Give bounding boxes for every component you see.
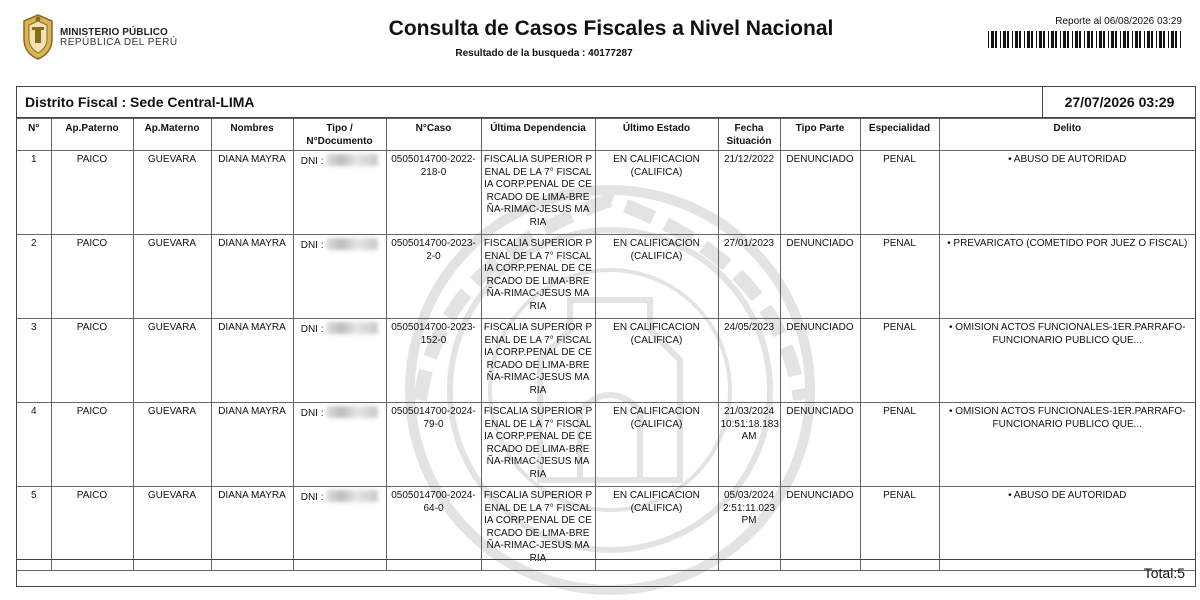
- search-result-label: Resultado de la busqueda : 40177287: [455, 48, 633, 59]
- cell-documento: [293, 151, 386, 235]
- cell-especialidad: PENAL: [860, 319, 939, 403]
- cell-delito: • PREVARICATO (COMETIDO POR JUEZ O FISCAL): [939, 235, 1195, 319]
- institution-country: REPÚBLICA DEL PERÚ: [60, 37, 178, 48]
- table-row: [17, 151, 1195, 235]
- col-header-caso: N°Caso: [386, 119, 481, 151]
- cell-fecha: 21/03/2024 10:51:18.183 AM: [718, 403, 780, 487]
- cell-caso: 0505014700-2023-2-0: [386, 235, 481, 319]
- cell-delito: • ABUSO DE AUTORIDAD: [939, 487, 1195, 571]
- cell-ap-materno: GUEVARA: [133, 151, 211, 235]
- total-count: Total:5: [1143, 565, 1185, 581]
- doc-type: DNI :: [300, 156, 324, 167]
- table-header-row: [17, 119, 1195, 151]
- institution-name: MINISTERIO PÚBLICO: [60, 27, 168, 38]
- cell-tipo-parte: DENUNCIADO: [780, 151, 860, 235]
- district-datetime: 27/07/2026 03:29: [1042, 87, 1196, 117]
- doc-type: DNI :: [300, 324, 324, 335]
- cell-n: 1: [17, 151, 51, 235]
- cell-especialidad: PENAL: [860, 151, 939, 235]
- cell-especialidad: PENAL: [860, 235, 939, 319]
- district-label: Distrito Fiscal : Sede Central-LIMA: [25, 94, 255, 110]
- cell-fecha: 21/12/2022: [718, 151, 780, 235]
- cell-ap-paterno: PAICO: [51, 235, 133, 319]
- cell-especialidad: PENAL: [860, 403, 939, 487]
- col-header-nombres: Nombres: [211, 119, 293, 151]
- col-header-fecha: Fecha Situación: [718, 119, 780, 151]
- redacted-doc-number: [326, 154, 378, 166]
- col-header-ap-paterno: Ap.Paterno: [51, 119, 133, 151]
- doc-type: DNI :: [300, 492, 324, 503]
- cell-documento: [293, 487, 386, 571]
- cell-estado: EN CALIFICACION (CALIFICA): [595, 235, 718, 319]
- cell-n: 4: [17, 403, 51, 487]
- redacted-doc-number: [326, 238, 378, 250]
- cell-tipo-parte: DENUNCIADO: [780, 319, 860, 403]
- cell-fecha: 05/03/2024 2:51:11.023 PM: [718, 487, 780, 571]
- cell-dependencia: FISCALIA SUPERIOR PENAL DE LA 7° FISCALIA CORP.PENAL DE CERCADO DE LIMA-BREÑA-RIMAC-JESUS MARIA: [481, 319, 595, 403]
- doc-type: DNI :: [300, 408, 324, 419]
- cell-estado: EN CALIFICACION (CALIFICA): [595, 487, 718, 571]
- cell-n: 5: [17, 487, 51, 571]
- cell-dependencia: FISCALIA SUPERIOR PENAL DE LA 7° FISCALIA CORP.PENAL DE CERCADO DE LIMA-BREÑA-RIMAC-JESUS MARIA: [481, 487, 595, 571]
- col-header-estado: Último Estado: [595, 119, 718, 151]
- cell-ap-paterno: PAICO: [51, 403, 133, 487]
- cell-estado: EN CALIFICACION (CALIFICA): [595, 403, 718, 487]
- cell-delito: • OMISION ACTOS FUNCIONALES-1ER.PARRAFO-FUNCIONARIO PUBLICO QUE...: [939, 403, 1195, 487]
- col-header-tipo-parte: Tipo Parte: [780, 119, 860, 151]
- report-date: Reporte al 06/08/2026 03:29: [1055, 16, 1182, 27]
- cell-nombres: DIANA MAYRA: [211, 235, 293, 319]
- cell-n: 3: [17, 319, 51, 403]
- cell-tipo-parte: DENUNCIADO: [780, 235, 860, 319]
- cell-fecha: 24/05/2023: [718, 319, 780, 403]
- total-row: [17, 559, 1195, 586]
- cell-dependencia: FISCALIA SUPERIOR PENAL DE LA 7° FISCALIA CORP.PENAL DE CERCADO DE LIMA-BREÑA-RIMAC-JESUS MARIA: [481, 403, 595, 487]
- cell-caso: 0505014700-2023-152-0: [386, 319, 481, 403]
- cell-caso: 0505014700-2024-64-0: [386, 487, 481, 571]
- redacted-doc-number: [326, 406, 378, 418]
- cell-ap-paterno: PAICO: [51, 487, 133, 571]
- col-header-ap-materno: Ap.Materno: [133, 119, 211, 151]
- doc-type: DNI :: [300, 240, 324, 251]
- cell-nombres: DIANA MAYRA: [211, 319, 293, 403]
- cell-tipo-parte: DENUNCIADO: [780, 403, 860, 487]
- cell-delito: • OMISION ACTOS FUNCIONALES-1ER.PARRAFO-FUNCIONARIO PUBLICO QUE...: [939, 319, 1195, 403]
- redacted-doc-number: [326, 322, 378, 334]
- cell-documento: [293, 235, 386, 319]
- cell-nombres: DIANA MAYRA: [211, 151, 293, 235]
- col-header-documento: Tipo / N°Documento: [293, 119, 386, 151]
- cell-delito: • ABUSO DE AUTORIDAD: [939, 151, 1195, 235]
- cell-documento: [293, 319, 386, 403]
- results-frame: [16, 86, 1196, 587]
- cell-ap-paterno: PAICO: [51, 319, 133, 403]
- cell-dependencia: FISCALIA SUPERIOR PENAL DE LA 7° FISCALIA CORP.PENAL DE CERCADO DE LIMA-BREÑA-RIMAC-JESUS MARIA: [481, 235, 595, 319]
- cases-table: [17, 118, 1195, 571]
- cell-ap-materno: GUEVARA: [133, 235, 211, 319]
- cell-ap-materno: GUEVARA: [133, 403, 211, 487]
- cell-n: 2: [17, 235, 51, 319]
- cell-dependencia: FISCALIA SUPERIOR PENAL DE LA 7° FISCALIA CORP.PENAL DE CERCADO DE LIMA-BREÑA-RIMAC-JESUS MARIA: [481, 151, 595, 235]
- cell-nombres: DIANA MAYRA: [211, 403, 293, 487]
- table-row: [17, 487, 1195, 571]
- cell-ap-materno: GUEVARA: [133, 319, 211, 403]
- cell-ap-materno: GUEVARA: [133, 487, 211, 571]
- cell-estado: EN CALIFICACION (CALIFICA): [595, 151, 718, 235]
- cell-especialidad: PENAL: [860, 487, 939, 571]
- table-row: [17, 403, 1195, 487]
- cell-nombres: DIANA MAYRA: [211, 487, 293, 571]
- col-header-especialidad: Especialidad: [860, 119, 939, 151]
- col-header-delito: Delito: [939, 119, 1195, 151]
- col-header-n: N°: [17, 119, 51, 151]
- district-header: [17, 87, 1195, 118]
- barcode-icon: [988, 31, 1182, 48]
- cell-caso: 0505014700-2024-79-0: [386, 403, 481, 487]
- table-row: [17, 319, 1195, 403]
- page-title: Consulta de Casos Fiscales a Nivel Nacional: [388, 17, 834, 40]
- cell-ap-paterno: PAICO: [51, 151, 133, 235]
- col-header-dependencia: Última Dependencia: [481, 119, 595, 151]
- cell-caso: 0505014700-2022-218-0: [386, 151, 481, 235]
- cell-tipo-parte: DENUNCIADO: [780, 487, 860, 571]
- table-row: [17, 235, 1195, 319]
- cell-fecha: 27/01/2023: [718, 235, 780, 319]
- cell-documento: [293, 403, 386, 487]
- redacted-doc-number: [326, 490, 378, 502]
- cell-estado: EN CALIFICACION (CALIFICA): [595, 319, 718, 403]
